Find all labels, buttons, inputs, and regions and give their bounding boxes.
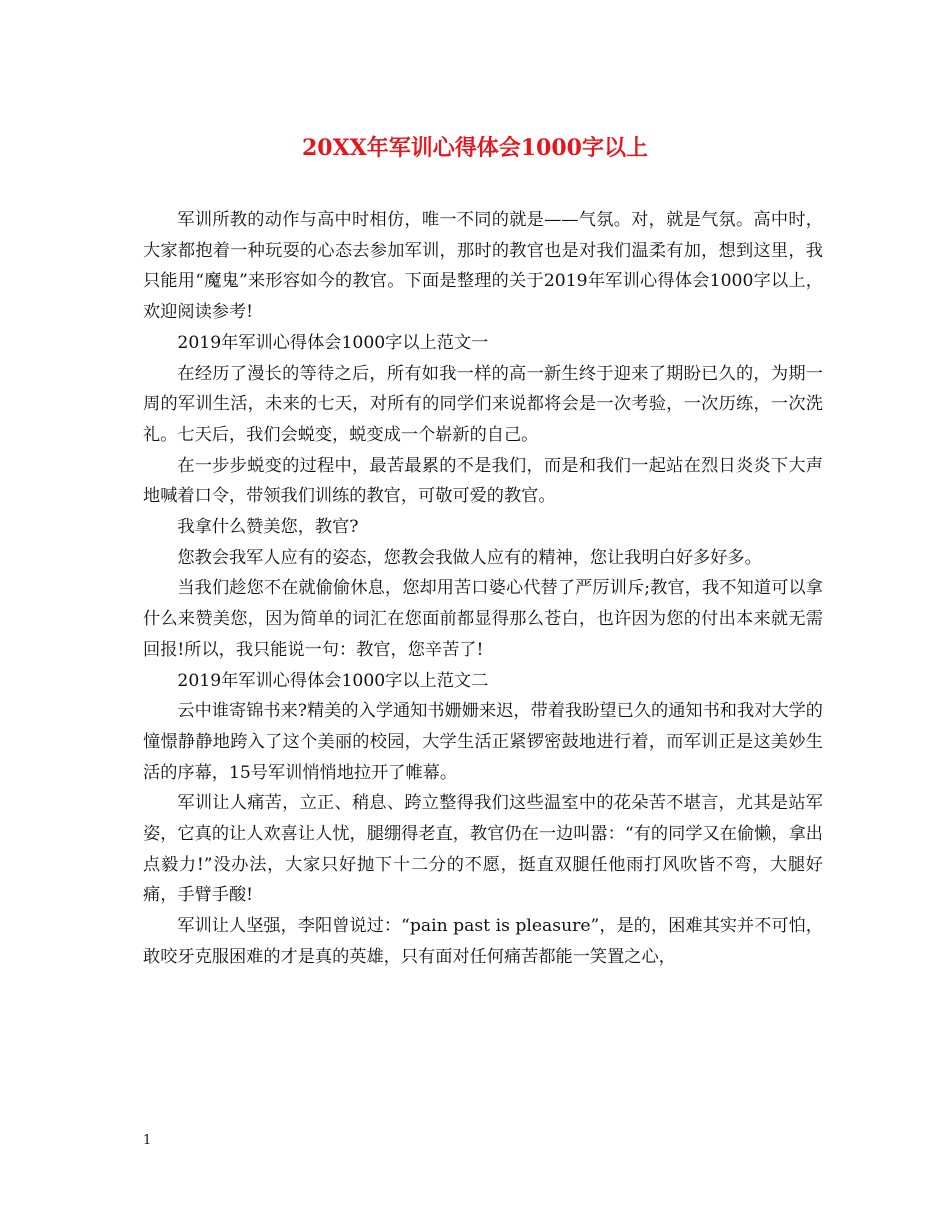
paragraph: 您教会我军人应有的姿态，您教会我做人应有的精神，您让我明白好多好多。 <box>177 547 762 568</box>
section-heading-example-one: 2019年军训心得体会1000字以上范文一 <box>177 332 489 353</box>
paragraph: 军训让人坚强，李阳曾说过：“pain past is pleasure”，是的，困难其实并不可怕，敢咬牙克服困难的才是真的英雄，只有面对任何痛苦都能一笑置之心， <box>143 916 823 967</box>
paragraph: 当我们趁您不在就偷偷休息，您却用苦口婆心代替了严厉训斥;教官，我不知道可以拿什么来赞美您，因为简单的词汇在您面前都显得那么苍白，也许因为您的付出本来就无需回报!所以，我只能说一句：教官，您辛苦了! <box>143 578 823 660</box>
paragraph-intro: 军训所教的动作与高中时相仿，唯一不同的就是——气氛。对，就是气氛。高中时，大家都抱着一种玩耍的心态去参加军训，那时的教官也是对我们温柔有加，想到这里，我只能用“魔鬼”来形容如今的教官。下面是整理的关于2019年军训心得体会1000字以上，欢迎阅读参考! <box>143 210 823 323</box>
page-number: 1 <box>143 1133 152 1148</box>
document-title: 20XX年军训心得体会1000字以上 <box>302 135 648 161</box>
paragraph: 我拿什么赞美您，教官? <box>177 517 359 538</box>
paragraph: 军训让人痛苦，立正、稍息、跨立整得我们这些温室中的花朵苦不堪言，尤其是站军姿，它真的让人欢喜让人忧，腿绷得老直，教官仍在一边叫嚣：“有的同学又在偷懒，拿出点毅力!”没办法，大家只好抛下十二分的不愿，挺直双腿任他雨打风吹皆不弯，大腿好痛，手臂手酸! <box>143 793 823 906</box>
document-body <box>143 205 823 973</box>
paragraph: 云中谁寄锦书来?精美的入学通知书姗姗来迟，带着我盼望已久的通知书和我对大学的憧憬静静地跨入了这个美丽的校园，大学生活正紧锣密鼓地进行着，而军训正是这美妙生活的序幕，15号军训悄悄地拉开了帷幕。 <box>143 701 823 783</box>
paragraph: 在经历了漫长的等待之后，所有如我一样的高一新生终于迎来了期盼已久的，为期一周的军训生活，未来的七天，对所有的同学们来说都将会是一次考验，一次历练，一次洗礼。七天后，我们会蜕变，蜕变成一个崭新的自己。 <box>143 363 823 445</box>
paragraph: 在一步步蜕变的过程中，最苦最累的不是我们，而是和我们一起站在烈日炎炎下大声地喊着口令，带领我们训练的教官，可敬可爱的教官。 <box>143 455 823 507</box>
section-heading-example-two: 2019年军训心得体会1000字以上范文二 <box>177 670 489 691</box>
